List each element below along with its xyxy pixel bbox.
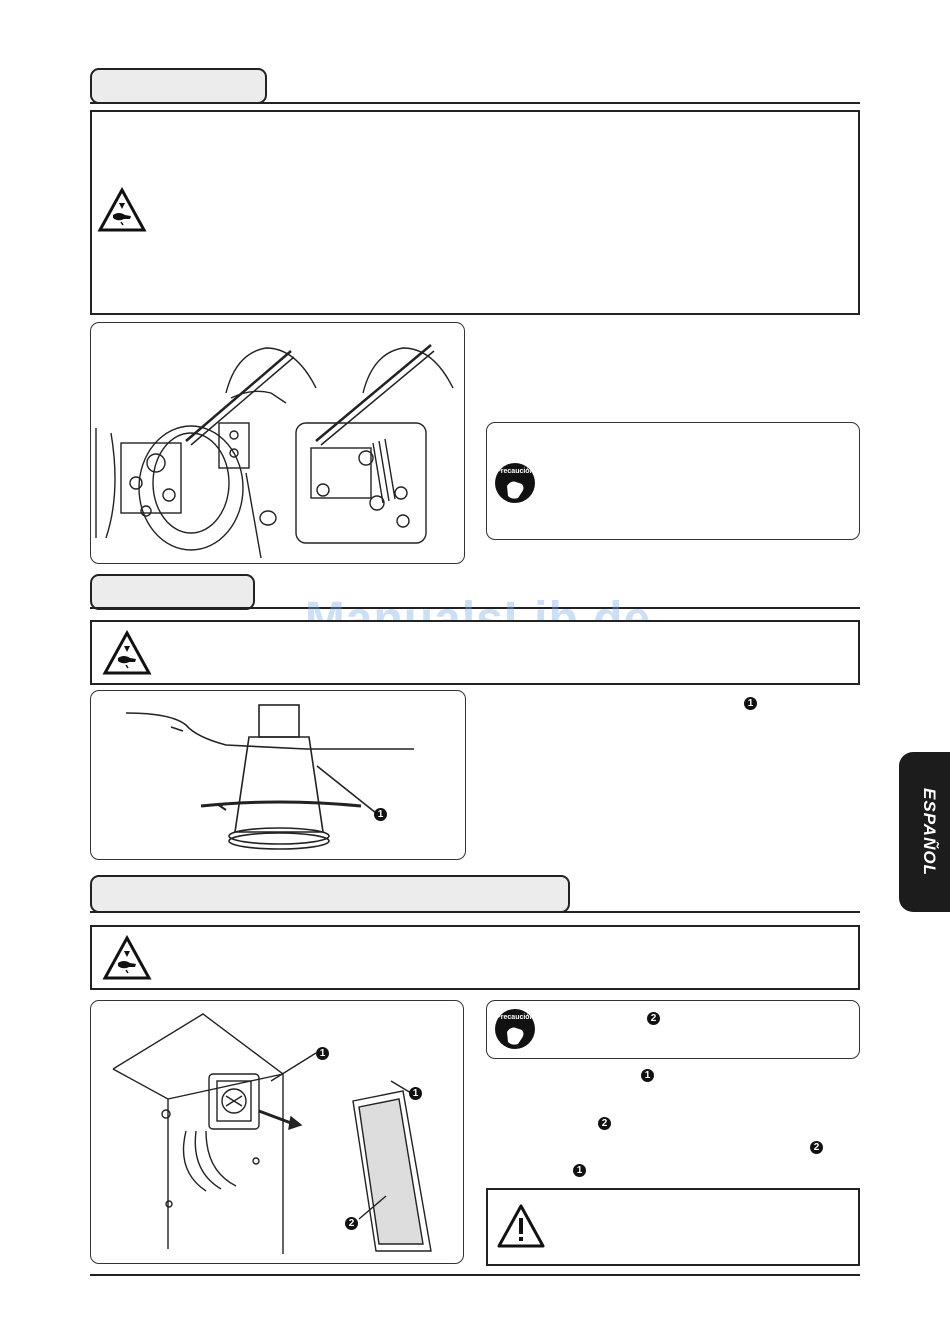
section-2-title-tab — [90, 574, 255, 610]
section-1-rule — [90, 102, 860, 104]
callout-1: 1 — [374, 808, 387, 821]
section-3-rule — [90, 911, 860, 913]
caution-label: Precaución — [496, 468, 534, 475]
callout-2: 2 — [647, 1012, 660, 1025]
section-3-title-tab — [90, 875, 570, 913]
language-label: ESPAÑOL — [920, 788, 939, 876]
section-3-illustration-frame — [90, 1000, 464, 1264]
hand-crush-warning-icon — [97, 187, 147, 233]
section-3-danger-box — [486, 1188, 860, 1266]
exclamation-triangle-icon — [496, 1202, 546, 1250]
section-3-warning-box — [90, 925, 860, 990]
page-bottom-rule — [90, 1274, 860, 1276]
section-2-illustration-frame — [90, 690, 466, 860]
caution-hand-icon — [495, 463, 535, 503]
caution-label: Precaución — [496, 1014, 534, 1021]
caution-hand-icon — [495, 1009, 535, 1049]
callout-2: 2 — [810, 1141, 823, 1154]
callout-1: 1 — [744, 697, 757, 710]
fan-filter-illustration — [91, 1001, 463, 1263]
callout-2: 2 — [345, 1217, 358, 1230]
hand-crush-warning-icon — [102, 630, 152, 676]
section-1-warning-box — [90, 110, 860, 315]
callout-1: 1 — [641, 1069, 654, 1082]
callout-1: 1 — [316, 1047, 329, 1060]
sewing-mechanism-illustration — [91, 323, 463, 563]
hand-crush-warning-icon — [102, 935, 152, 981]
section-1-caution-box — [486, 422, 860, 540]
callout-2: 2 — [598, 1117, 611, 1130]
section-1-illustration-frame — [90, 322, 465, 564]
section-3-caution-box — [486, 1000, 860, 1059]
language-side-tab — [899, 752, 950, 912]
callout-1: 1 — [573, 1164, 586, 1177]
callout-1: 1 — [409, 1087, 422, 1100]
section-1-title-tab — [90, 68, 267, 104]
section-2-warning-box — [90, 620, 860, 685]
oil-reservoir-illustration — [91, 691, 465, 859]
